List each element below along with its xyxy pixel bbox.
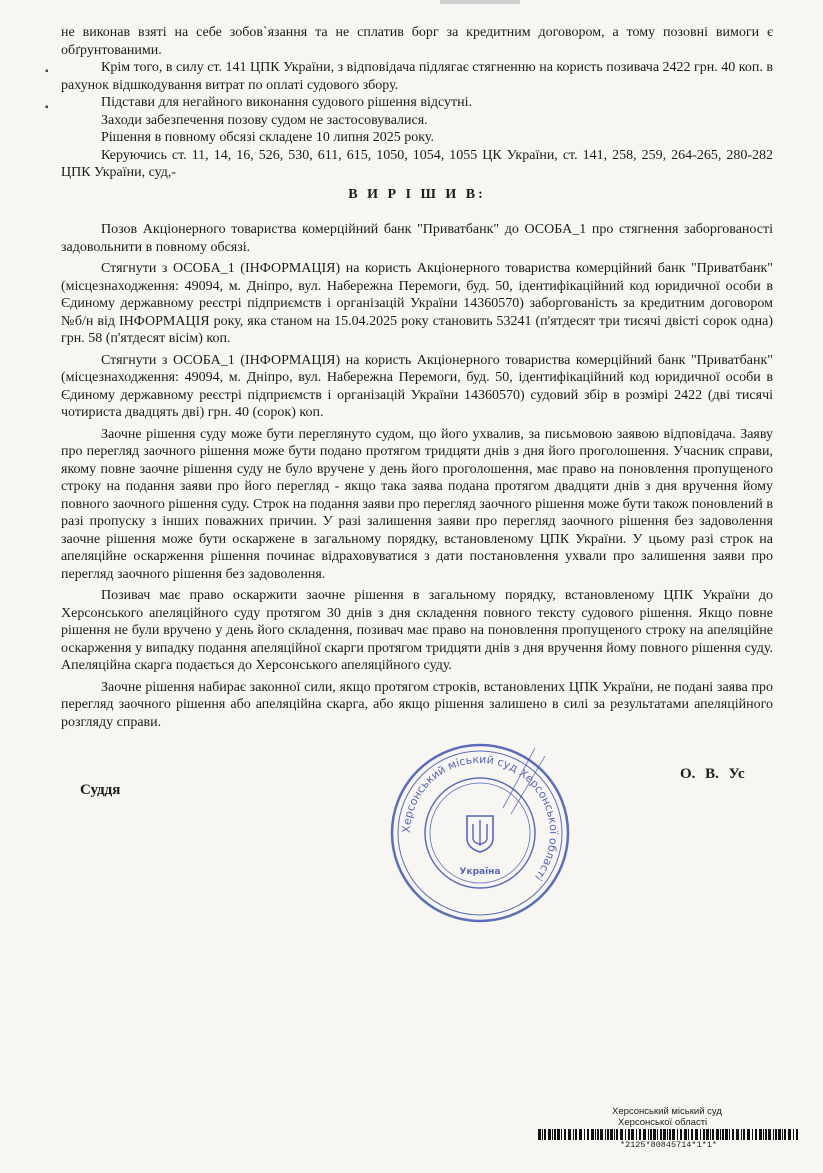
barcode-bar — [793, 1129, 794, 1140]
barcode-bar — [650, 1129, 652, 1140]
barcode-bar — [564, 1129, 566, 1140]
barcode-bar — [663, 1129, 666, 1140]
barcode-bar — [680, 1129, 682, 1140]
judge-label: Суддя — [80, 782, 121, 798]
barcode-bar — [607, 1129, 609, 1140]
decision-paragraph: Заочне рішення суду може бути переглянуто судом, що його ухвалив, за письмовою заявою відповідача. Заяву про перегляд заочного рішення може бути подано протягом тридцяти днів з дня його проголошення. Учасник справи, якому повне заочне рішення суду не було вручене у день його проголошення, має право на поновлення пропущеного строку на подання заяви про його перегляд - якщо така заява подана протягом двадцяти днів з дня вручення йому повного заочного рішення суду. Строк на подання заяви про перегляд заочного рішення може бути також поновлений в разі пропуску з інших поважних причин. У разі залишення заяви про перегляд заочного рішення без задоволення заочне рішення може бути оскаржене в загальному порядку, встановленому ЦПК України. У цьому разі строк на апеляційне оскарження рішення починає відраховуватися з дати постановлення ухвали про залишення заяви про перегляд заочного рішення без задоволення. — [61, 426, 773, 582]
barcode-bar — [732, 1129, 734, 1140]
barcode-bar — [775, 1129, 777, 1140]
barcode-bar — [703, 1129, 705, 1140]
barcode-bar — [579, 1129, 582, 1140]
barcode-bar — [636, 1129, 637, 1140]
barcode-bar — [755, 1129, 757, 1140]
barcode-bar — [725, 1129, 728, 1140]
trident-icon — [467, 816, 493, 852]
barcode-bar — [729, 1129, 730, 1140]
barcode-bar — [720, 1129, 721, 1140]
barcode-bar — [672, 1129, 675, 1140]
barcode-bar — [639, 1129, 641, 1140]
barcode-bar — [614, 1129, 615, 1140]
barcode-bar — [631, 1129, 634, 1140]
barcode-bar — [752, 1129, 753, 1140]
barcode-bar — [763, 1129, 764, 1140]
barcode-bar — [552, 1129, 553, 1140]
barcode-bar — [628, 1129, 630, 1140]
paragraph: Керуючись ст. 11, 14, 16, 526, 530, 611, 615, 1050, 1054, 1055 ЦК України, ст. 141, 258, 259, 264-265, 280-282 ЦПК України, суд,- — [61, 147, 773, 180]
paragraph: Рішення в повному обсязі складене 10 липня 2025 року. — [101, 130, 434, 145]
paragraph: Підстави для негайного виконання судового рішення відсутні. — [101, 95, 472, 110]
barcode-bar — [597, 1129, 599, 1140]
decision-paragraph: Позов Акціонерного товариства комерційний банк "Приватбанк" до ОСОБА_1 про стягнення заборгованості задовольнити в повному обсязі. — [61, 222, 773, 255]
barcode-bar — [554, 1129, 556, 1140]
seal-text: Херсонський міський суд Херсонської області — [399, 752, 561, 884]
barcode-bar — [548, 1129, 551, 1140]
barcode-bar — [542, 1129, 543, 1140]
barcode-bar — [657, 1129, 658, 1140]
barcode-bar — [747, 1129, 750, 1140]
judge-name: О. В. Ус — [680, 766, 745, 782]
barcode-bar — [669, 1129, 671, 1140]
footer-region: Херсонської області — [618, 1117, 708, 1128]
barcode-bar — [643, 1129, 646, 1140]
barcode-bar — [716, 1129, 719, 1140]
barcode-bar — [568, 1129, 571, 1140]
barcode — [538, 1129, 800, 1140]
barcode-bar — [765, 1129, 767, 1140]
decision-paragraph: Заочне рішення набирає законної сили, якщо протягом строків, встановлених ЦПК України, не подані заява про перегляд заочного рішення або апеляційна скарга, або якщо рішення залишено в силі за результатами апеляційного розгляду справи. — [61, 679, 773, 730]
decision-paragraph: Стягнути з ОСОБА_1 (ІНФОРМАЦІЯ) на користь Акціонерного товариства комерційний банк "Приватбанк" (місцезнаходження: 49094, м. Дніпро, вул. Набережна Перемоги, буд. 50, ідентифікаційний код юридичної особи в Єдиному державному реєстрі підприємств і організацій України 14360570) заборгованість за кредитним договором №б/н від ІНФОРМАЦІЯ року, яка станом на 15.04.2025 року становить 53241 (п'ятдесят три тисячі двісті сорок одна) грн. 58 (п'ятдесят вісім) коп. — [61, 261, 773, 346]
barcode-bar — [722, 1129, 724, 1140]
barcode-bar — [700, 1129, 701, 1140]
seal-center-text: Україна — [459, 867, 501, 877]
barcode-bar — [595, 1129, 596, 1140]
barcode-bar — [759, 1129, 762, 1140]
court-seal — [385, 738, 575, 928]
decision-paragraph: Позивач має право оскаржити заочне рішення в загальному порядку, встановленому ЦПК України до Херсонського апеляційного суду протягом 30 днів з дня складення повного тексту судового рішення. Якщо повне рішення не були вручено у день його складення, позивач має право на поновлення пропущеного строку на апеляційне оскарження у випадку подання апеляційної скарги протягом тридцяти днів з дня вручення йому повного рішення суду. Апеляційна скарга подається до Херсонського апеляційного суду. — [61, 588, 773, 673]
barcode-bar — [710, 1129, 711, 1140]
barcode-bar — [591, 1129, 594, 1140]
barcode-bar — [620, 1129, 623, 1140]
document-body — [61, 24, 773, 731]
barcode-bar — [688, 1129, 689, 1140]
barcode-bar — [706, 1129, 709, 1140]
barcode-bar — [667, 1129, 668, 1140]
barcode-bar — [784, 1129, 786, 1140]
barcode-bar — [712, 1129, 714, 1140]
barcode-bar — [587, 1129, 589, 1140]
paragraph: не виконав взяті на себе зобов`язання та не сплатив борг за кредитним договором, а тому позовні вимоги є обґрунтованими. — [61, 25, 773, 58]
barcode-bar — [561, 1129, 562, 1140]
barcode-bar — [557, 1129, 560, 1140]
barcode-bar — [610, 1129, 613, 1140]
barcode-bar — [677, 1129, 678, 1140]
barcode-bar — [782, 1129, 783, 1140]
barcode-number: *2125*80845714*1*1* — [620, 1140, 717, 1150]
barcode-bar — [796, 1129, 798, 1140]
barcode-bar — [575, 1129, 577, 1140]
barcode-bar — [648, 1129, 649, 1140]
barcode-bar — [584, 1129, 585, 1140]
paragraph: Крім того, в силу ст. 141 ЦПК України, з відповідача підлягає стягненню на користь позивача 2422 грн. 40 коп. в рахунок відшкодування витрат по оплаті судового збору. — [61, 60, 773, 93]
decision-paragraph: Стягнути з ОСОБА_1 (ІНФОРМАЦІЯ) на користь Акціонерного товариства комерційний банк "Приватбанк" (місцезнаходження: 49094, м. Дніпро, вул. Набережна Перемоги, буд. 50, ідентифікаційний код юридичної особи в Єдиному державному реєстрі підприємств і організацій України 14360570) судовий збір в розмірі 2422 (дві тисячі чотириста двадцять дві) грн. 40 (сорок) коп. — [61, 352, 773, 420]
barcode-bar — [605, 1129, 606, 1140]
barcode-bar — [538, 1129, 541, 1140]
barcode-bar — [600, 1129, 603, 1140]
decision-heading: В И Р І Ш И В: — [348, 186, 486, 202]
barcode-bar — [653, 1129, 656, 1140]
barcode-bar — [625, 1129, 626, 1140]
barcode-bar — [691, 1129, 693, 1140]
barcode-bar — [616, 1129, 618, 1140]
barcode-bar — [684, 1129, 687, 1140]
footer-court-info — [612, 1106, 722, 1128]
barcode-bar — [778, 1129, 781, 1140]
barcode-bar — [736, 1129, 739, 1140]
barcode-bar — [573, 1129, 574, 1140]
barcode-bar — [768, 1129, 771, 1140]
barcode-bar — [773, 1129, 774, 1140]
barcode-bar — [695, 1129, 698, 1140]
scan-smudge — [440, 0, 520, 4]
barcode-bar — [741, 1129, 742, 1140]
barcode-bar — [743, 1129, 745, 1140]
margin-mark: ▪ — [45, 102, 49, 113]
paragraph: Заходи забезпечення позову судом не застосовувалися. — [101, 112, 428, 128]
barcode-bar — [544, 1129, 546, 1140]
footer-court: Херсонський міський суд — [612, 1106, 722, 1117]
barcode-bar — [788, 1129, 791, 1140]
margin-mark: ▪ — [45, 66, 49, 77]
barcode-bar — [660, 1129, 662, 1140]
